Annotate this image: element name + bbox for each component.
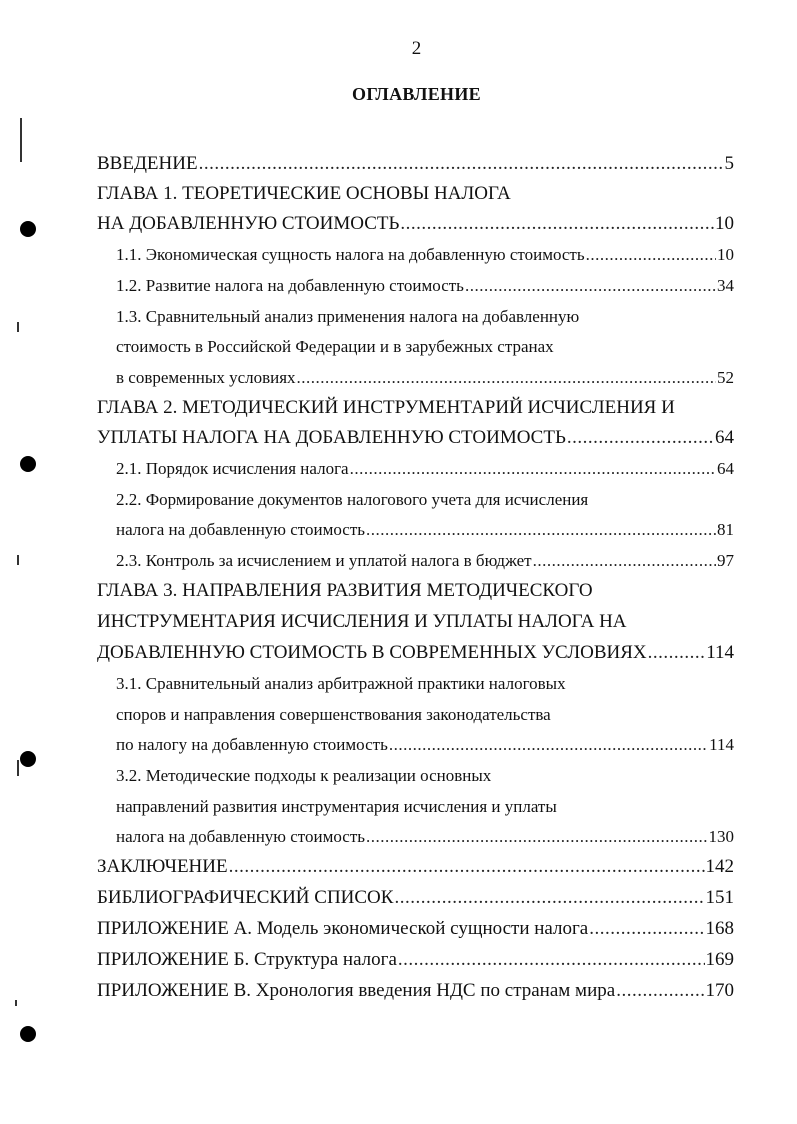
leader-dots <box>398 948 705 972</box>
toc-entry-3-2[interactable] <box>116 764 734 788</box>
toc-entry-text: по налогу на добавленную стоимость <box>116 735 388 754</box>
toc-entry-text: 1.2. Развитие налога на добавленную стоимость <box>116 276 464 295</box>
toc-entry-page: 151 <box>705 887 734 908</box>
toc-entry-text: стоимость в Российской Федерации и в зарубежных странах <box>116 337 554 356</box>
toc-entry-text: в современных условиях <box>116 368 296 387</box>
leader-dots <box>199 152 724 176</box>
toc-entry-chapter-3[interactable] <box>97 579 734 603</box>
toc-entry-page: 81 <box>717 520 734 539</box>
leader-dots <box>465 274 716 298</box>
toc-entry-page: 114 <box>709 735 734 754</box>
leader-dots <box>648 641 706 665</box>
toc-entry-1-1[interactable] <box>116 243 734 267</box>
toc-entry-text: ВВЕДЕНИЕ <box>97 153 198 174</box>
margin-mark <box>17 760 19 776</box>
toc-entry-2-2-cont[interactable] <box>116 518 734 542</box>
toc-entry-2-1[interactable] <box>116 457 734 481</box>
toc-entry-appendix-a[interactable] <box>97 917 734 941</box>
binder-hole-mark <box>20 221 36 237</box>
toc-entry-3-1-cont[interactable] <box>116 733 734 757</box>
binder-hole-mark <box>20 1026 36 1042</box>
toc-entry-page: 64 <box>717 459 734 478</box>
toc-entry-bibliography[interactable] <box>97 886 734 910</box>
toc-entry-page: 64 <box>715 427 734 448</box>
toc-entry-2-3[interactable] <box>116 549 734 573</box>
margin-mark <box>20 118 22 162</box>
toc-entry-text: 1.1. Экономическая сущность налога на добавленную стоимость <box>116 245 585 264</box>
leader-dots <box>586 243 716 267</box>
margin-mark <box>17 555 19 565</box>
leader-dots <box>394 886 704 910</box>
leader-dots <box>533 549 716 573</box>
toc-entry-text: НА ДОБАВЛЕННУЮ СТОИМОСТЬ <box>97 213 400 234</box>
toc-entry-page: 52 <box>717 368 734 387</box>
toc-entry-text: направлений развития инструментария исчисления и уплаты <box>116 797 557 816</box>
toc-entry-page: 170 <box>705 980 734 1001</box>
toc-entry-3-1-cont[interactable] <box>116 703 734 727</box>
toc-entry-3-2-cont[interactable] <box>116 825 734 849</box>
leader-dots <box>389 733 708 757</box>
toc-entry-text: ДОБАВЛЕННУЮ СТОИМОСТЬ В СОВРЕМЕННЫХ УСЛОВИЯХ <box>97 642 647 663</box>
toc-entry-text: ГЛАВА 2. МЕТОДИЧЕСКИЙ ИНСТРУМЕНТАРИЙ ИСЧИСЛЕНИЯ И <box>97 397 675 418</box>
toc-entry-introduction[interactable] <box>97 152 734 176</box>
toc-entry-3-2-cont[interactable] <box>116 795 734 819</box>
margin-mark <box>17 322 19 332</box>
toc-entry-page: 130 <box>708 827 734 846</box>
toc-entry-3-1[interactable] <box>116 672 734 696</box>
toc-entry-text: 2.1. Порядок исчисления налога <box>116 459 349 478</box>
toc-title: ОГЛАВЛЕНИЕ <box>352 84 481 104</box>
toc-entry-1-2[interactable] <box>116 274 734 298</box>
toc-entry-1-3-cont[interactable] <box>116 366 734 390</box>
toc-entry-text: БИБЛИОГРАФИЧЕСКИЙ СПИСОК <box>97 887 394 908</box>
toc-entry-text: 2.3. Контроль за исчислением и уплатой налога в бюджет <box>116 551 532 570</box>
toc-entry-page: 34 <box>717 276 734 295</box>
toc-entry-text: 3.2. Методические подходы к реализации основных <box>116 766 492 785</box>
toc-entry-appendix-v[interactable] <box>97 979 734 1003</box>
leader-dots <box>400 212 714 236</box>
toc-entry-page: 168 <box>705 918 734 939</box>
margin-mark <box>15 1000 17 1006</box>
leader-dots <box>567 426 714 450</box>
toc-entry-text: ПРИЛОЖЕНИЕ Б. Структура налога <box>97 949 397 970</box>
toc-entry-text: ПРИЛОЖЕНИЕ В. Хронология введения НДС по странам мира <box>97 980 616 1001</box>
toc-entry-chapter-1[interactable] <box>97 182 734 206</box>
toc-entry-text: налога на добавленную стоимость <box>116 827 366 846</box>
toc-entry-text: ЗАКЛЮЧЕНИЕ <box>97 856 228 877</box>
toc-entry-chapter-2[interactable] <box>97 396 734 420</box>
toc-entry-chapter-3-cont[interactable] <box>97 610 734 634</box>
toc-entry-page: 10 <box>715 213 734 234</box>
toc-entry-text: ПРИЛОЖЕНИЕ А. Модель экономической сущности налога <box>97 918 589 939</box>
toc-entry-text: ГЛАВА 1. ТЕОРЕТИЧЕСКИЕ ОСНОВЫ НАЛОГА <box>97 183 511 204</box>
toc-entry-page: 97 <box>717 551 734 570</box>
leader-dots <box>589 917 704 941</box>
toc-entry-1-3-cont[interactable] <box>116 335 734 359</box>
binder-hole-mark <box>20 751 36 767</box>
toc-entry-page: 142 <box>705 856 734 877</box>
toc-entry-page: 114 <box>706 642 734 663</box>
leader-dots <box>366 518 716 542</box>
toc-entry-text: 3.1. Сравнительный анализ арбитражной практики налоговых <box>116 674 566 693</box>
toc-entry-text: 1.3. Сравнительный анализ применения налога на добавленную <box>116 307 580 326</box>
leader-dots <box>616 979 704 1003</box>
leader-dots <box>366 825 707 849</box>
toc-entry-chapter-3-cont[interactable] <box>97 641 734 665</box>
toc-entry-text: УПЛАТЫ НАЛОГА НА ДОБАВЛЕННУЮ СТОИМОСТЬ <box>97 427 566 448</box>
toc-entry-page: 5 <box>724 153 734 174</box>
page-number: 2 <box>411 38 422 59</box>
toc-entry-text: ИНСТРУМЕНТАРИЯ ИСЧИСЛЕНИЯ И УПЛАТЫ НАЛОГА НА <box>97 611 627 632</box>
leader-dots <box>297 366 716 390</box>
toc-entry-text: споров и направления совершенствования законодательства <box>116 705 551 724</box>
toc-entry-text: ГЛАВА 3. НАПРАВЛЕНИЯ РАЗВИТИЯ МЕТОДИЧЕСКОГО <box>97 580 593 601</box>
toc-entry-chapter-1-cont[interactable] <box>97 212 734 236</box>
toc-entry-1-3[interactable] <box>116 305 734 329</box>
toc-entry-chapter-2-cont[interactable] <box>97 426 734 450</box>
leader-dots <box>229 855 705 879</box>
toc-entry-appendix-b[interactable] <box>97 948 734 972</box>
leader-dots <box>350 457 716 481</box>
toc-entry-text: налога на добавленную стоимость <box>116 520 366 539</box>
toc-entry-2-2[interactable] <box>116 488 734 512</box>
toc-entry-conclusion[interactable] <box>97 855 734 879</box>
toc-entry-text: 2.2. Формирование документов налогового учета для исчисления <box>116 490 589 509</box>
toc-entry-page: 169 <box>705 949 734 970</box>
binder-hole-mark <box>20 456 36 472</box>
toc-entry-page: 10 <box>717 245 734 264</box>
